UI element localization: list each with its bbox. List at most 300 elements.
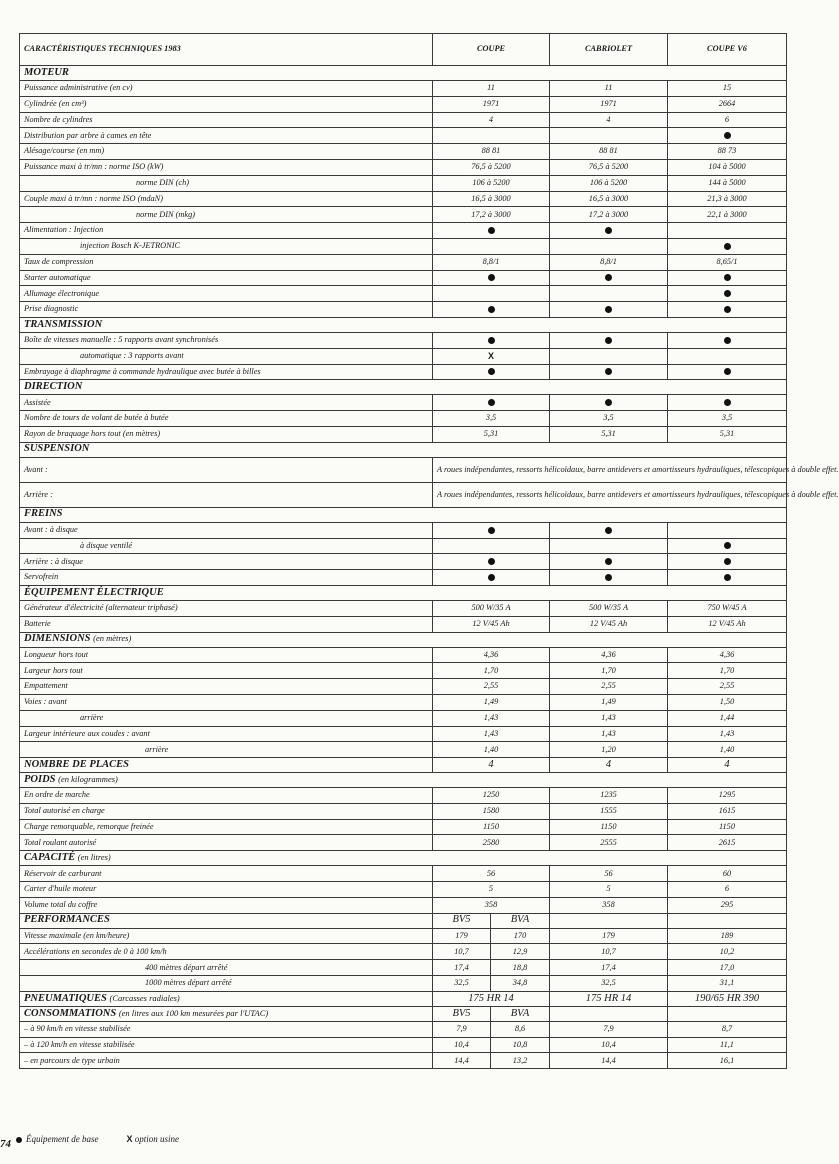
value-cell-coupe: 5: [433, 882, 550, 898]
value-cell-coupe: [433, 332, 550, 348]
table-row: [20, 897, 787, 913]
bullet-icon: [724, 132, 731, 139]
value-cell-coupe: 1,43: [433, 710, 550, 726]
value-cell-coupe-v6: 6: [668, 112, 787, 128]
value-cell: 8,6: [491, 1021, 550, 1037]
section-heading: [20, 758, 433, 773]
value-cell-coupe: [433, 522, 550, 538]
value-cell-coupe-v6: [668, 554, 787, 570]
section-title: TRANSMISSION: [24, 318, 103, 330]
value-cell-coupe-v6: 295: [668, 897, 787, 913]
row-label: Réservoir de carburant: [20, 866, 433, 882]
section-title: SUSPENSION: [24, 443, 90, 455]
section-title: ÉQUIPEMENT ÉLECTRIQUE: [24, 586, 164, 598]
table-row: [20, 788, 787, 804]
table-row: [20, 332, 787, 348]
table-row: [20, 175, 787, 191]
bullet-icon: [724, 542, 731, 549]
value-cell: 10,4: [550, 1037, 668, 1053]
value-cell: 4: [668, 758, 787, 773]
bullet-icon: [488, 527, 495, 534]
value-cell: 12,9: [491, 944, 550, 960]
table-row: [20, 1053, 787, 1069]
value-cell-cabriolet: 16,5 à 3000: [550, 191, 668, 207]
value-cell: 7,9: [433, 1021, 491, 1037]
value-cell-coupe-v6: 22,1 à 3000: [668, 207, 787, 223]
empty-cell: [668, 913, 787, 928]
table-row: [20, 128, 787, 144]
row-label: Rayon de braquage hors tout (en mètres): [20, 426, 433, 442]
table-row: [20, 538, 787, 554]
value-cell-coupe-v6: 8,65/1: [668, 254, 787, 270]
value-cell-coupe-v6: [668, 270, 787, 286]
value-cell-coupe-v6: [668, 286, 787, 302]
bullet-icon: [724, 290, 731, 297]
value-cell: 175 HR 14: [550, 991, 668, 1006]
value-cell-cabriolet: 76,5 à 5200: [550, 159, 668, 175]
value-cell-coupe: 88 81: [433, 144, 550, 160]
value-cell-coupe-v6: 15: [668, 81, 787, 97]
row-label: Carter d'huile moteur: [20, 882, 433, 898]
value-cell-cabriolet: 1555: [550, 803, 668, 819]
row-label: Voies : avant: [20, 694, 433, 710]
value-cell-coupe-v6: 12 V/45 Ah: [668, 616, 787, 632]
bullet-icon: [16, 1137, 22, 1143]
value-cell: 4: [550, 758, 668, 773]
table-row: [20, 96, 787, 112]
table-row: [20, 960, 787, 976]
value-cell-coupe: 2580: [433, 835, 550, 851]
value-cell: 14,4: [550, 1053, 668, 1069]
value-cell-cabriolet: 1,43: [550, 710, 668, 726]
section-row: [20, 991, 787, 1006]
value-cell-cabriolet: [550, 395, 668, 411]
value-cell: 34,8: [491, 976, 550, 992]
value-cell-coupe: 1,70: [433, 663, 550, 679]
value-cell: 13,2: [491, 1053, 550, 1069]
value-cell-coupe-v6: 1,40: [668, 742, 787, 758]
bullet-icon: [724, 306, 731, 313]
table-row: [20, 882, 787, 898]
row-label: Allumage électronique: [20, 286, 433, 302]
section-title: DIMENSIONS: [24, 633, 91, 645]
bullet-icon: [488, 399, 495, 406]
bullet-icon: [488, 368, 495, 375]
bullet-icon: [605, 558, 612, 565]
value-cell: 31,1: [668, 976, 787, 992]
table-row: [20, 944, 787, 960]
value-cell-coupe-v6: 2,55: [668, 679, 787, 695]
value-cell-cabriolet: 1,20: [550, 742, 668, 758]
value-cell-cabriolet: 17,2 à 3000: [550, 207, 668, 223]
section-heading: [20, 585, 787, 600]
bullet-icon: [724, 574, 731, 581]
bullet-icon: [488, 337, 495, 344]
value-cell-coupe-v6: 5,31: [668, 426, 787, 442]
value-cell-cabriolet: 106 à 5200: [550, 175, 668, 191]
value-cell-coupe-v6: [668, 348, 787, 364]
value-cell-coupe: 17,2 à 3000: [433, 207, 550, 223]
table-row: [20, 522, 787, 538]
section-heading: [20, 913, 433, 928]
value-cell-cabriolet: 12 V/45 Ah: [550, 616, 668, 632]
table-row: [20, 570, 787, 586]
table-row: [20, 976, 787, 992]
sub-column-header: BV5: [433, 913, 491, 928]
table-row: [20, 710, 787, 726]
value-cell-coupe: 11: [433, 81, 550, 97]
section-title: POIDS: [24, 773, 56, 785]
table-row: [20, 803, 787, 819]
value-cell-cabriolet: 358: [550, 897, 668, 913]
legend-option-mark: X: [126, 1134, 133, 1144]
section-heading: [20, 1006, 433, 1021]
row-label: norme DIN (mkg): [20, 207, 433, 223]
table-row: [20, 159, 787, 175]
section-heading: [20, 380, 787, 395]
value-cell-coupe: 4,36: [433, 647, 550, 663]
value-cell-coupe-v6: 21,3 à 3000: [668, 191, 787, 207]
section-row: [20, 585, 787, 600]
bullet-icon: [488, 274, 495, 281]
value-cell-coupe: 1580: [433, 803, 550, 819]
table-title: CARACTÉRISTIQUES TECHNIQUES 1983: [20, 34, 433, 66]
row-label: Starter automatique: [20, 270, 433, 286]
bullet-icon: [724, 399, 731, 406]
row-label: arrière: [20, 742, 433, 758]
value-cell-coupe-v6: [668, 522, 787, 538]
value-cell-coupe-v6: [668, 238, 787, 254]
value-cell-coupe: [433, 554, 550, 570]
value-cell-coupe-v6: [668, 223, 787, 239]
value-cell-coupe-v6: 2664: [668, 96, 787, 112]
value-cell: 32,5: [433, 976, 491, 992]
section-row: [20, 1006, 787, 1021]
value-cell-cabriolet: 8,8/1: [550, 254, 668, 270]
value-cell: 10,4: [433, 1037, 491, 1053]
value-cell-coupe-v6: 750 W/45 A: [668, 600, 787, 616]
section-title: DIRECTION: [24, 381, 83, 393]
value-cell-cabriolet: 1,49: [550, 694, 668, 710]
table-row: [20, 600, 787, 616]
legend-option: option usine: [134, 1134, 179, 1144]
table-row: [20, 554, 787, 570]
value-cell-coupe: 12 V/45 Ah: [433, 616, 550, 632]
bullet-icon: [605, 527, 612, 534]
value-cell-cabriolet: [550, 270, 668, 286]
bullet-icon: [724, 274, 731, 281]
value-cell-cabriolet: 88 81: [550, 144, 668, 160]
table-row: [20, 1021, 787, 1037]
value-cell-coupe: [433, 238, 550, 254]
row-label: Servofrein: [20, 570, 433, 586]
value-cell-cabriolet: 2555: [550, 835, 668, 851]
value-cell-cabriolet: [550, 238, 668, 254]
row-label: Alimentation : Injection: [20, 223, 433, 239]
table-row: [20, 679, 787, 695]
value-cell-coupe-v6: 3,5: [668, 411, 787, 427]
value-cell-cabriolet: [550, 364, 668, 380]
section-row: [20, 851, 787, 866]
value-cell-coupe-v6: 60: [668, 866, 787, 882]
section-heading: [20, 851, 787, 866]
value-cell-cabriolet: 1235: [550, 788, 668, 804]
row-label: Assistée: [20, 395, 433, 411]
row-label: à disque ventilé: [20, 538, 433, 554]
bullet-icon: [605, 368, 612, 375]
row-label: Largeur intérieure aux coudes : avant: [20, 726, 433, 742]
row-label: Boîte de vitesses manuelle : 5 rapports avant synchronisés: [20, 332, 433, 348]
value-cell-cabriolet: 5,31: [550, 426, 668, 442]
value-cell-coupe-v6: 1,70: [668, 663, 787, 679]
value-cell-coupe: 500 W/35 A: [433, 600, 550, 616]
value-cell-coupe: 358: [433, 897, 550, 913]
row-label: Charge remorquable, remorque freinée: [20, 819, 433, 835]
row-label: Nombre de tours de volant de butée à butée: [20, 411, 433, 427]
bullet-icon: [724, 337, 731, 344]
value-cell-cabriolet: [550, 332, 668, 348]
value-cell-coupe: [433, 302, 550, 318]
table-row: [20, 144, 787, 160]
table-row: [20, 286, 787, 302]
value-cell: 179: [550, 928, 668, 944]
value-cell-coupe-v6: 6: [668, 882, 787, 898]
value-cell-coupe: 4: [433, 112, 550, 128]
value-cell-coupe-v6: [668, 538, 787, 554]
row-label: Avant : à disque: [20, 522, 433, 538]
value-cell: 4: [433, 758, 550, 773]
value-cell: 10,7: [433, 944, 491, 960]
row-label: Prise diagnostic: [20, 302, 433, 318]
empty-cell: [668, 1006, 787, 1021]
value-cell-coupe: [433, 570, 550, 586]
value-cell-coupe: 2,55: [433, 679, 550, 695]
table-row: [20, 663, 787, 679]
value-cell: 189: [668, 928, 787, 944]
table-row: [20, 364, 787, 380]
row-label: Taux de compression: [20, 254, 433, 270]
value-cell-cabriolet: 3,5: [550, 411, 668, 427]
value-cell-coupe: [433, 395, 550, 411]
section-heading: [20, 773, 787, 788]
value-cell-cabriolet: [550, 522, 668, 538]
value-cell-cabriolet: [550, 538, 668, 554]
section-title: PNEUMATIQUES: [24, 992, 107, 1004]
value-cell: 17,0: [668, 960, 787, 976]
table-row: [20, 928, 787, 944]
value-cell-cabriolet: 4: [550, 112, 668, 128]
value-cell-coupe-v6: 1615: [668, 803, 787, 819]
bullet-icon: [488, 574, 495, 581]
value-cell-coupe-v6: 1,44: [668, 710, 787, 726]
row-label: Volume total du coffre: [20, 897, 433, 913]
row-label: 1000 mètres départ arrêté: [20, 976, 433, 992]
value-cell-coupe-v6: 1,50: [668, 694, 787, 710]
value-cell: 14,4: [433, 1053, 491, 1069]
row-label: Total roulant autorisé: [20, 835, 433, 851]
row-label: injection Bosch K-JETRONIC: [20, 238, 433, 254]
table-row: [20, 112, 787, 128]
option-mark: X: [487, 350, 494, 361]
value-cell: 7,9: [550, 1021, 668, 1037]
bullet-icon: [488, 558, 495, 565]
value-cell-coupe: 56: [433, 866, 550, 882]
table-row: [20, 238, 787, 254]
table-row: [20, 426, 787, 442]
value-cell-coupe-v6: 1295: [668, 788, 787, 804]
bullet-icon: [724, 368, 731, 375]
value-cell-coupe-v6: [668, 128, 787, 144]
table-row: [20, 835, 787, 851]
value-cell-cabriolet: [550, 554, 668, 570]
table-row: [20, 819, 787, 835]
value-cell: 32,5: [550, 976, 668, 992]
row-label: Batterie: [20, 616, 433, 632]
row-label: Largeur hors tout: [20, 663, 433, 679]
value-cell-coupe: 1250: [433, 788, 550, 804]
section-subtitle: (en kilogrammes): [58, 773, 118, 784]
value-cell-cabriolet: 1971: [550, 96, 668, 112]
row-label: Générateur d'électricité (alternateur triphasé): [20, 600, 433, 616]
section-title: FREINS: [24, 508, 63, 520]
value-cell-coupe: 16,5 à 3000: [433, 191, 550, 207]
table-row: [20, 395, 787, 411]
section-row: [20, 442, 787, 457]
section-title: NOMBRE DE PLACES: [24, 758, 130, 770]
table-row: [20, 647, 787, 663]
value-cell-coupe-v6: 1150: [668, 819, 787, 835]
row-label: Vitesse maximale (en km/heure): [20, 928, 433, 944]
value-cell-coupe: [433, 270, 550, 286]
row-label: Alésage/course (en mm): [20, 144, 433, 160]
value-cell: 10,2: [668, 944, 787, 960]
table-row: [20, 1037, 787, 1053]
section-row: [20, 317, 787, 332]
row-label: Cylindrée (en cm³): [20, 96, 433, 112]
row-label: Puissance maxi à tr/mn : norme ISO (kW): [20, 159, 433, 175]
value-cell-cabriolet: 1,70: [550, 663, 668, 679]
value-cell-cabriolet: 5: [550, 882, 668, 898]
row-label: norme DIN (ch): [20, 175, 433, 191]
value-cell: 170: [491, 928, 550, 944]
bullet-icon: [724, 243, 731, 250]
value-cell-coupe-v6: [668, 302, 787, 318]
value-cell-coupe-v6: 4,36: [668, 647, 787, 663]
table-row: [20, 207, 787, 223]
section-title: PERFORMANCES: [24, 914, 110, 926]
section-row: [20, 632, 787, 647]
section-title: MOTEUR: [24, 66, 69, 78]
value-cell-coupe-v6: [668, 364, 787, 380]
value-cell-coupe: 106 à 5200: [433, 175, 550, 191]
legend-base: Équipement de base: [26, 1134, 99, 1144]
value-cell-cabriolet: [550, 223, 668, 239]
value-cell-coupe: 1971: [433, 96, 550, 112]
section-title: CAPACITÉ: [24, 852, 76, 864]
value-cell-coupe: [433, 538, 550, 554]
section-heading: [20, 632, 787, 647]
section-row: [20, 507, 787, 522]
value-cell-cabriolet: [550, 302, 668, 318]
table-row: [20, 254, 787, 270]
value-cell: A roues indépendantes, ressorts hélicoïdaux, barre antidevers et amortisseurs hydrauliques, télescopiques à double effet.: [433, 457, 787, 482]
section-heading: [20, 66, 787, 81]
value-cell-coupe: [433, 223, 550, 239]
value-cell-coupe: [433, 348, 550, 364]
bullet-icon: [605, 337, 612, 344]
section-heading: [20, 507, 787, 522]
value-cell-coupe: 76,5 à 5200: [433, 159, 550, 175]
table-row: [20, 457, 787, 482]
table-row: [20, 223, 787, 239]
section-row: [20, 758, 787, 773]
row-label: Distribution par arbre à cames en tête: [20, 128, 433, 144]
section-row: [20, 66, 787, 81]
row-label: – à 90 km/h en vitesse stabilisée: [20, 1021, 433, 1037]
bullet-icon: [488, 306, 495, 313]
section-row: [20, 380, 787, 395]
section-subtitle: (en litres): [77, 852, 111, 863]
table-row: [20, 726, 787, 742]
column-header-cabriolet: CABRIOLET: [550, 34, 668, 66]
value-cell-coupe-v6: 2615: [668, 835, 787, 851]
table-row: [20, 302, 787, 318]
empty-cell: [550, 913, 668, 928]
column-header-coupe-v6: COUPE V6: [668, 34, 787, 66]
row-label: Avant :: [20, 457, 433, 482]
value-cell-coupe-v6: [668, 570, 787, 586]
sub-column-header: BVA: [491, 1006, 550, 1021]
value-cell-coupe: [433, 286, 550, 302]
bullet-icon: [605, 574, 612, 581]
row-label: Nombre de cylindres: [20, 112, 433, 128]
sub-column-header: BVA: [491, 913, 550, 928]
value-cell: 190/65 HR 390: [668, 991, 787, 1006]
section-subtitle: (en litres aux 100 km mesurées par l'UTAC): [118, 1007, 269, 1018]
value-cell: A roues indépendantes, ressorts hélicoïdaux, barre antidevers et amortisseurs hydrauliques, télescopiques à double effet.: [433, 482, 787, 507]
row-label: arrière: [20, 710, 433, 726]
bullet-icon: [724, 558, 731, 565]
section-subtitle: (en mètres): [93, 633, 132, 644]
header-row: [20, 34, 787, 66]
row-label: Puissance administrative (en cv): [20, 81, 433, 97]
row-label: automatique : 3 rapports avant: [20, 348, 433, 364]
legend: [16, 1134, 179, 1144]
bullet-icon: [605, 306, 612, 313]
empty-cell: [550, 1006, 668, 1021]
page-number: 74: [0, 1138, 11, 1150]
row-label: Arrière : à disque: [20, 554, 433, 570]
value-cell-coupe: 1,49: [433, 694, 550, 710]
value-cell: 17,4: [433, 960, 491, 976]
value-cell-cabriolet: [550, 286, 668, 302]
value-cell-cabriolet: [550, 128, 668, 144]
value-cell-coupe: 3,5: [433, 411, 550, 427]
row-label: Total autorisé en charge: [20, 803, 433, 819]
row-label: Arrière :: [20, 482, 433, 507]
row-label: Couple maxi à tr/mn : norme ISO (mdaN): [20, 191, 433, 207]
table-row: [20, 694, 787, 710]
value-cell-cabriolet: 4,36: [550, 647, 668, 663]
row-label: En ordre de marche: [20, 788, 433, 804]
row-label: Accélérations en secondes de 0 à 100 km/h: [20, 944, 433, 960]
value-cell: 10,7: [550, 944, 668, 960]
value-cell-coupe-v6: 1,43: [668, 726, 787, 742]
value-cell-cabriolet: 2,55: [550, 679, 668, 695]
value-cell-coupe: 1,43: [433, 726, 550, 742]
value-cell-cabriolet: 500 W/35 A: [550, 600, 668, 616]
table-row: [20, 348, 787, 364]
